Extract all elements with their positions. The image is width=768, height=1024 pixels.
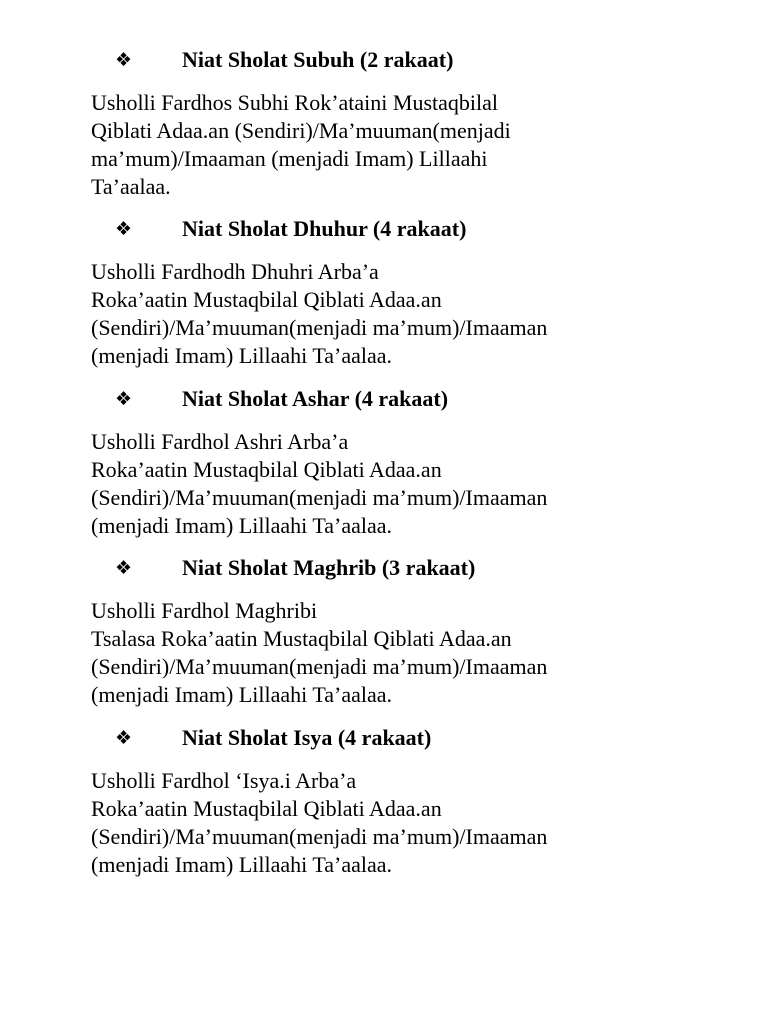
text-line: (menjadi Imam) Lillaahi Ta’aalaa. [91,343,393,368]
diamond-bullet-icon: ❖ [115,388,133,410]
heading-text: Niat Sholat Ashar (4 rakaat) [182,386,449,411]
text-line: Usholli Fardhol Maghribi [91,598,318,623]
text-line: (menjadi Imam) Lillaahi Ta’aalaa. [91,513,393,538]
niat-text [91,767,691,879]
niat-text [91,428,691,540]
section-heading [0,725,768,755]
section-heading [0,216,768,246]
text-line: (Sendiri)/Ma’muuman(menjadi ma’mum)/Imaaman [91,824,548,849]
text-line: Qiblati Adaa.an (Sendiri)/Ma’muuman(menjadi [91,118,511,143]
text-line: Ta’aalaa. [91,174,171,199]
niat-text [91,89,691,201]
niat-text [91,258,691,370]
text-line: Roka’aatin Mustaqbilal Qiblati Adaa.an [91,457,442,482]
text-line: (menjadi Imam) Lillaahi Ta’aalaa. [91,682,393,707]
text-line: ma’mum)/Imaaman (menjadi Imam) Lillaahi [91,146,488,171]
text-line: Usholli Fardhol Ashri Arba’a [91,429,349,454]
text-line: Tsalasa Roka’aatin Mustaqbilal Qiblati Adaa.an [91,626,512,651]
section-heading [0,47,768,77]
text-line: (Sendiri)/Ma’muuman(menjadi ma’mum)/Imaaman [91,654,548,679]
text-line: Roka’aatin Mustaqbilal Qiblati Adaa.an [91,796,442,821]
diamond-bullet-icon: ❖ [115,49,133,71]
heading-text: Niat Sholat Subuh (2 rakaat) [182,47,454,72]
diamond-bullet-icon: ❖ [115,727,133,749]
diamond-bullet-icon: ❖ [115,557,133,579]
text-line: Roka’aatin Mustaqbilal Qiblati Adaa.an [91,287,442,312]
niat-text [91,597,691,709]
diamond-bullet-icon: ❖ [115,218,133,240]
section-heading [0,386,768,416]
text-line: Usholli Fardhodh Dhuhri Arba’a [91,259,379,284]
section-heading [0,555,768,585]
heading-text: Niat Sholat Dhuhur (4 rakaat) [182,216,467,241]
text-line: Usholli Fardhol ‘Isya.i Arba’a [91,768,357,793]
heading-text: Niat Sholat Isya (4 rakaat) [182,725,432,750]
text-line: (menjadi Imam) Lillaahi Ta’aalaa. [91,852,393,877]
heading-text: Niat Sholat Maghrib (3 rakaat) [182,555,476,580]
text-line: (Sendiri)/Ma’muuman(menjadi ma’mum)/Imaaman [91,485,548,510]
text-line: Usholli Fardhos Subhi Rok’ataini Mustaqbilal [91,90,498,115]
text-line: (Sendiri)/Ma’muuman(menjadi ma’mum)/Imaaman [91,315,548,340]
